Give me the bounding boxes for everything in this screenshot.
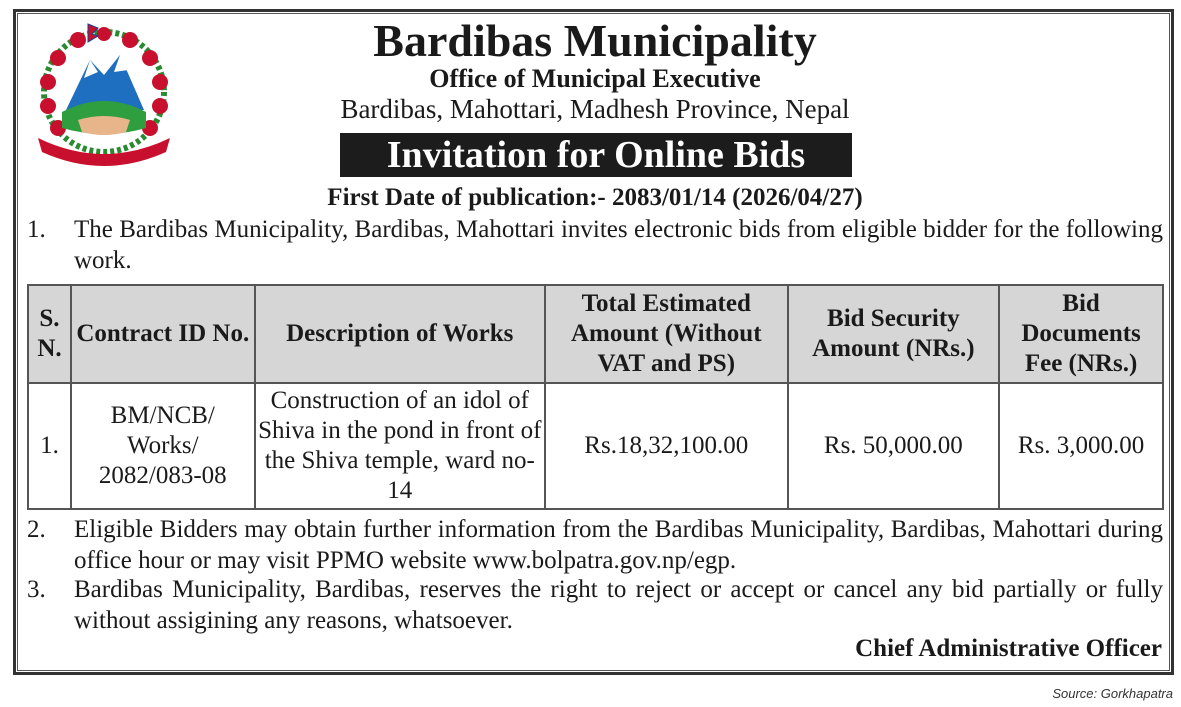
paragraph-text: The Bardibas Municipality, Bardibas, Mahottari invites electronic bids from eligible bidder for the following work.: [74, 216, 1163, 274]
cell-estimated-amount: Rs.18,32,100.00: [545, 383, 788, 509]
table-header-row: [28, 285, 1163, 383]
source-credit: Source: Gorkhapatra: [1052, 686, 1173, 701]
paragraph-number: 2.: [27, 516, 46, 543]
header-sn: S. N.: [28, 285, 71, 383]
cell-sn: 1.: [28, 383, 71, 509]
paragraph-2: [27, 514, 1163, 576]
paragraph-number: 3.: [27, 576, 46, 603]
cell-bid-security: Rs. 50,000.00: [788, 383, 1000, 509]
cell-contract-id: BM/NCB/ Works/ 2082/083-08: [71, 383, 255, 509]
bid-table: [27, 284, 1164, 510]
header-estimated-amount: Total Estimated Amount (Without VAT and PS): [545, 285, 788, 383]
paragraph-1: [27, 214, 1163, 276]
paragraph-number: 1.: [27, 216, 46, 243]
cell-document-fee: Rs. 3,000.00: [999, 383, 1163, 509]
paragraph-text: Bardibas Municipality, Bardibas, reserves the right to reject or accept or cancel any bid partially or fully without assigining any reasons, whatsoever.: [74, 576, 1163, 634]
paragraph-3: [27, 574, 1163, 636]
header-bid-security: Bid Security Amount (NRs.): [788, 285, 1000, 383]
table-row: [28, 383, 1163, 509]
header-document-fee: Bid Documents Fee (NRs.): [999, 285, 1163, 383]
cell-description: Construction of an idol of Shiva in the pond in front of the Shiva temple, ward no-14: [255, 383, 545, 509]
signatory: Chief Administrative Officer: [855, 635, 1162, 662]
municipality-title: Bardibas Municipality: [373, 15, 817, 66]
paragraph-text: Eligible Bidders may obtain further information from the Bardibas Municipality, Bardibas, Mahottari during office hour or may visit PPMO website www.bolpatra.gov.np/egp.: [74, 516, 1163, 574]
address: Bardibas, Mahottari, Madhesh Province, Nepal: [340, 94, 850, 124]
notice-banner: Invitation for Online Bids: [340, 133, 852, 177]
nepal-emblem-icon: [28, 20, 180, 170]
header-description: Description of Works: [255, 285, 545, 383]
header-contract-id: Contract ID No.: [71, 285, 255, 383]
office-name: Office of Municipal Executive: [429, 64, 761, 93]
publication-date: First Date of publication:- 2083/01/14 (2026/04/27): [327, 184, 863, 211]
